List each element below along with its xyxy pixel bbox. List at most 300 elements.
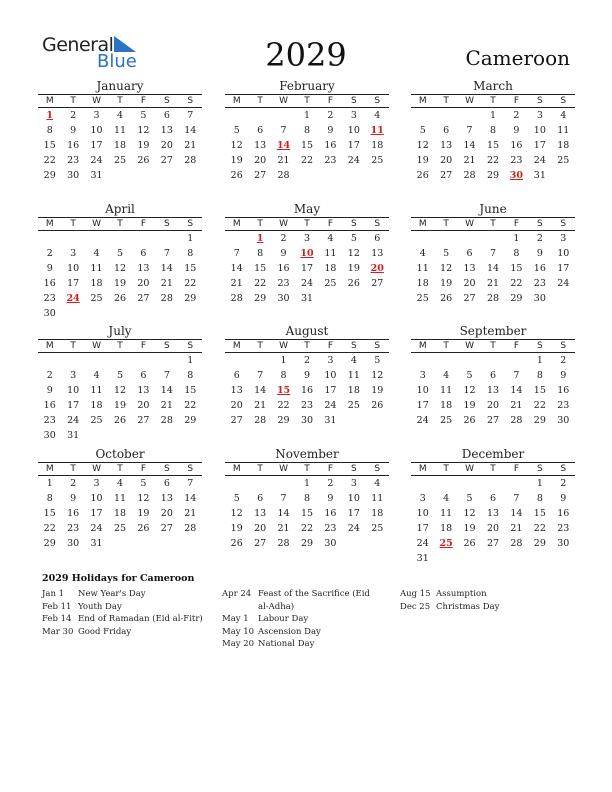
holiday-entry (222, 588, 382, 613)
weekday-header: T (481, 94, 504, 108)
day-cell: 5 (116, 248, 124, 259)
day-cell: 29 (254, 293, 267, 304)
month-january (38, 79, 202, 183)
day-cell: 26 (230, 170, 243, 181)
empty-day-cell (411, 108, 434, 123)
holiday-name: End of Ramadan (Eid al-Fitr) (78, 614, 203, 624)
holidays-title: 2029 Holidays for Cameroon (42, 573, 195, 584)
day-cell: 7 (187, 110, 194, 121)
empty-day-cell (248, 108, 271, 123)
day-cell: 14 (277, 508, 290, 519)
day-cell: 27 (160, 155, 173, 166)
day-cell: 10 (67, 263, 80, 274)
day-cell: 3 (303, 233, 311, 244)
day-cell: 1 (489, 110, 497, 121)
day-cell: 12 (137, 493, 150, 504)
day-cell: 8 (46, 493, 53, 504)
month-september (411, 324, 575, 428)
day-cell: 2 (513, 110, 520, 121)
day-cell: 5 (466, 370, 473, 381)
day-cell: 8 (280, 370, 287, 381)
weekday-header: W (272, 462, 295, 476)
day-cell: 1 (513, 233, 520, 244)
month-grid (411, 339, 575, 428)
holiday-name: Ascension Day (258, 626, 321, 637)
holiday-day-cell: 10 (300, 248, 314, 259)
day-cell: 4 (419, 248, 426, 259)
day-cell: 5 (233, 125, 240, 136)
weekday-header: W (272, 94, 295, 108)
weekday-header: F (132, 94, 155, 108)
day-cell: 3 (93, 110, 100, 121)
empty-day-cell (458, 108, 481, 123)
day-cell: 7 (280, 493, 287, 504)
day-cell: 30 (533, 293, 546, 304)
day-cell: 27 (463, 293, 476, 304)
empty-day-cell (108, 231, 131, 246)
month-october (38, 447, 202, 551)
empty-day-cell (411, 476, 434, 491)
day-cell: 3 (419, 370, 426, 381)
day-cell: 5 (233, 493, 240, 504)
month-december (411, 447, 575, 566)
day-cell: 1 (280, 355, 287, 366)
day-cell: 25 (347, 400, 360, 411)
holiday-entry (400, 588, 570, 601)
weekday-header: W (272, 217, 295, 231)
day-cell: 29 (184, 415, 197, 426)
day-cell: 12 (347, 248, 360, 259)
day-cell: 20 (230, 400, 243, 411)
day-cell: 6 (257, 493, 264, 504)
month-november (225, 447, 389, 551)
day-cell: 27 (160, 523, 173, 534)
day-cell: 24 (67, 415, 80, 426)
day-cell: 2 (327, 110, 334, 121)
empty-day-cell (248, 476, 271, 491)
day-cell: 21 (277, 523, 290, 534)
day-cell: 2 (70, 478, 77, 489)
day-cell: 15 (254, 263, 267, 274)
month-name: November (275, 447, 339, 461)
holiday-column (42, 588, 212, 638)
weekday-header: W (458, 94, 481, 108)
holiday-date: Feb 14 (42, 614, 72, 624)
day-cell: 18 (90, 278, 103, 289)
day-cell: 9 (70, 125, 77, 136)
day-cell: 15 (533, 508, 546, 519)
weekday-header: W (458, 217, 481, 231)
weekday-header: T (108, 339, 131, 353)
day-cell: 22 (533, 523, 546, 534)
day-cell: 9 (513, 125, 520, 136)
weekday-header: M (411, 462, 434, 476)
month-name: December (461, 447, 525, 461)
day-cell: 9 (536, 248, 543, 259)
day-cell: 12 (440, 263, 453, 274)
day-cell: 12 (416, 140, 429, 151)
day-cell: 20 (463, 278, 476, 289)
month-june (411, 202, 575, 306)
calendar-year: 2029 (265, 36, 347, 74)
day-cell: 13 (230, 385, 243, 396)
day-cell: 11 (557, 125, 570, 136)
day-cell: 3 (419, 493, 426, 504)
holiday-column (400, 588, 570, 613)
day-cell: 22 (277, 400, 290, 411)
day-cell: 25 (557, 155, 570, 166)
month-name: October (95, 447, 145, 461)
day-cell: 18 (557, 140, 570, 151)
weekday-header: W (85, 217, 108, 231)
weekday-header: M (225, 462, 248, 476)
holiday-name: Youth Day (78, 601, 122, 612)
day-cell: 3 (327, 355, 334, 366)
day-cell: 18 (371, 140, 384, 151)
day-cell: 18 (440, 523, 453, 534)
day-cell: 6 (140, 248, 147, 259)
day-cell: 19 (440, 278, 453, 289)
day-cell: 26 (137, 523, 150, 534)
weekday-header: T (248, 462, 271, 476)
holiday-column (222, 588, 382, 651)
month-name: March (473, 79, 513, 93)
day-cell: 15 (300, 140, 314, 151)
day-cell: 10 (557, 248, 570, 259)
weekday-header: W (458, 462, 481, 476)
day-cell: 11 (90, 385, 103, 396)
day-cell: 23 (67, 523, 80, 534)
month-grid (225, 217, 389, 306)
day-cell: 1 (536, 478, 543, 489)
day-cell: 17 (557, 263, 570, 274)
day-cell: 3 (560, 233, 567, 244)
weekday-header: F (505, 94, 528, 108)
weekday-header: T (295, 339, 318, 353)
day-cell: 16 (557, 385, 570, 396)
day-cell: 26 (440, 293, 453, 304)
month-april (38, 202, 202, 321)
day-cell: 18 (113, 140, 127, 151)
day-cell: 11 (347, 370, 360, 381)
day-cell: 26 (113, 293, 127, 304)
weekday-header: F (319, 94, 342, 108)
weekday-header: S (155, 94, 178, 108)
weekday-header: M (411, 339, 434, 353)
day-cell: 31 (416, 553, 429, 564)
weekday-header: S (528, 217, 551, 231)
day-cell: 7 (280, 125, 287, 136)
weekday-header: M (411, 217, 434, 231)
day-cell: 17 (67, 400, 80, 411)
day-cell: 13 (254, 508, 267, 519)
day-cell: 28 (486, 293, 500, 304)
day-cell: 19 (113, 400, 127, 411)
day-cell: 16 (533, 263, 546, 274)
day-cell: 8 (46, 125, 53, 136)
day-cell: 28 (230, 293, 243, 304)
day-cell: 9 (327, 493, 334, 504)
day-cell: 29 (533, 538, 546, 549)
day-cell: 24 (347, 155, 360, 166)
month-grid (38, 217, 202, 321)
day-cell: 17 (67, 278, 80, 289)
day-cell: 11 (324, 248, 337, 259)
day-cell: 12 (371, 370, 384, 381)
day-cell: 2 (46, 248, 53, 259)
empty-day-cell (434, 108, 457, 123)
day-cell: 15 (184, 385, 197, 396)
logo-general-text: General (42, 34, 114, 56)
day-cell: 13 (486, 508, 500, 519)
day-cell: 16 (67, 508, 80, 519)
day-cell: 4 (93, 370, 100, 381)
weekday-header: S (342, 339, 365, 353)
day-cell: 30 (67, 170, 80, 181)
weekday-header: T (108, 94, 131, 108)
holiday-day-cell: 1 (256, 233, 264, 244)
day-cell: 7 (489, 248, 497, 259)
holiday-date: Mar 30 (42, 626, 74, 637)
day-cell: 28 (160, 293, 173, 304)
weekday-header: M (225, 217, 248, 231)
day-cell: 23 (67, 155, 80, 166)
day-cell: 2 (303, 355, 311, 366)
day-cell: 17 (533, 140, 546, 151)
month-grid (411, 462, 575, 566)
day-cell: 28 (184, 155, 197, 166)
empty-day-cell (61, 353, 84, 368)
holiday-entry (42, 613, 212, 626)
day-cell: 16 (277, 263, 290, 274)
day-cell: 3 (70, 248, 77, 259)
month-grid (38, 94, 202, 183)
weekday-header: S (552, 339, 575, 353)
day-cell: 3 (536, 110, 543, 121)
holiday-day-cell: 30 (509, 170, 524, 181)
day-cell: 26 (230, 538, 243, 549)
day-cell: 27 (137, 415, 150, 426)
weekday-header: T (108, 462, 131, 476)
day-cell: 2 (327, 478, 334, 489)
day-cell: 7 (233, 248, 240, 259)
day-cell: 29 (510, 293, 523, 304)
empty-day-cell (225, 108, 248, 123)
day-cell: 19 (463, 523, 476, 534)
day-cell: 11 (440, 385, 453, 396)
empty-day-cell (481, 476, 504, 491)
day-cell: 8 (257, 248, 264, 259)
day-cell: 1 (46, 478, 53, 489)
weekday-header: W (458, 339, 481, 353)
empty-day-cell (458, 231, 481, 246)
day-cell: 30 (557, 415, 570, 426)
day-cell: 13 (440, 140, 453, 151)
weekday-header: M (38, 94, 61, 108)
day-cell: 24 (300, 278, 314, 289)
day-cell: 2 (46, 370, 53, 381)
day-cell: 26 (416, 170, 429, 181)
month-august (225, 324, 389, 428)
holiday-date: Aug 15 (400, 589, 431, 599)
empty-day-cell (132, 353, 155, 368)
day-cell: 3 (350, 110, 357, 121)
day-cell: 5 (419, 125, 426, 136)
day-cell: 21 (510, 400, 523, 411)
day-cell: 28 (510, 538, 523, 549)
holiday-entry (42, 588, 212, 601)
empty-day-cell (225, 231, 248, 246)
empty-day-cell (155, 353, 178, 368)
day-cell: 17 (416, 523, 429, 534)
day-cell: 26 (463, 538, 476, 549)
day-cell: 20 (486, 400, 500, 411)
day-cell: 14 (254, 385, 267, 396)
day-cell: 21 (184, 140, 197, 151)
day-cell: 11 (90, 263, 103, 274)
empty-day-cell (272, 476, 295, 491)
day-cell: 15 (486, 140, 500, 151)
empty-day-cell (481, 231, 504, 246)
day-cell: 31 (67, 430, 80, 441)
empty-day-cell (61, 231, 84, 246)
day-cell: 23 (324, 155, 337, 166)
holiday-name: Christmas Day (436, 601, 500, 612)
day-cell: 31 (90, 538, 103, 549)
month-july (38, 324, 202, 443)
day-cell: 18 (90, 400, 103, 411)
weekday-header: F (132, 339, 155, 353)
weekday-header: M (411, 94, 434, 108)
weekday-header: S (552, 94, 575, 108)
day-cell: 23 (324, 523, 337, 534)
day-cell: 1 (187, 233, 194, 244)
empty-day-cell (38, 231, 61, 246)
day-cell: 22 (254, 278, 267, 289)
empty-day-cell (481, 353, 504, 368)
day-cell: 28 (254, 415, 267, 426)
day-cell: 15 (533, 385, 546, 396)
day-cell: 1 (536, 355, 543, 366)
day-cell: 4 (374, 478, 381, 489)
day-cell: 6 (257, 125, 264, 136)
weekday-header: W (85, 339, 108, 353)
day-cell: 23 (277, 278, 290, 289)
day-cell: 14 (510, 385, 523, 396)
weekday-header: T (61, 462, 84, 476)
day-cell: 6 (233, 370, 240, 381)
day-cell: 27 (371, 278, 384, 289)
day-cell: 28 (463, 170, 476, 181)
day-cell: 19 (113, 278, 127, 289)
empty-day-cell (411, 353, 434, 368)
weekday-header: S (366, 462, 389, 476)
weekday-header: F (505, 462, 528, 476)
weekday-header: S (155, 339, 178, 353)
weekday-header: S (179, 339, 202, 353)
day-cell: 5 (350, 233, 357, 244)
weekday-header: W (272, 339, 295, 353)
day-cell: 13 (463, 263, 476, 274)
day-cell: 29 (486, 170, 500, 181)
weekday-header: S (342, 462, 365, 476)
month-grid (225, 462, 389, 551)
day-cell: 14 (160, 385, 173, 396)
day-cell: 5 (140, 110, 147, 121)
month-name: February (279, 79, 335, 93)
weekday-header: T (295, 217, 318, 231)
day-cell: 28 (160, 415, 173, 426)
weekday-header: W (85, 94, 108, 108)
empty-day-cell (155, 231, 178, 246)
empty-day-cell (434, 231, 457, 246)
day-cell: 7 (163, 370, 170, 381)
holiday-day-cell: 15 (276, 385, 291, 396)
day-cell: 8 (536, 493, 543, 504)
day-cell: 8 (489, 125, 497, 136)
empty-day-cell (132, 231, 155, 246)
day-cell: 4 (93, 248, 100, 259)
weekday-header: S (155, 462, 178, 476)
day-cell: 13 (254, 140, 267, 151)
day-cell: 25 (90, 415, 103, 426)
day-cell: 11 (113, 493, 127, 504)
month-name: April (105, 202, 135, 216)
day-cell: 10 (347, 125, 360, 136)
day-cell: 25 (371, 155, 384, 166)
day-cell: 29 (300, 538, 314, 549)
day-cell: 7 (513, 370, 520, 381)
day-cell: 25 (324, 278, 337, 289)
month-name: June (479, 202, 507, 216)
month-name: July (108, 324, 132, 338)
day-cell: 25 (113, 523, 127, 534)
day-cell: 30 (277, 293, 290, 304)
day-cell: 19 (137, 508, 150, 519)
empty-day-cell (434, 353, 457, 368)
day-cell: 12 (113, 263, 127, 274)
weekday-header: W (85, 462, 108, 476)
day-cell: 14 (184, 493, 197, 504)
weekday-header: S (342, 94, 365, 108)
day-cell: 10 (347, 493, 360, 504)
day-cell: 21 (463, 155, 476, 166)
weekday-header: T (295, 462, 318, 476)
day-cell: 22 (510, 278, 523, 289)
day-cell: 16 (43, 278, 56, 289)
day-cell: 22 (486, 155, 500, 166)
day-cell: 12 (463, 385, 476, 396)
holiday-entry (400, 601, 570, 614)
day-cell: 28 (277, 538, 290, 549)
weekday-header: M (38, 339, 61, 353)
day-cell: 30 (67, 538, 80, 549)
day-cell: 31 (300, 293, 314, 304)
month-name: August (285, 324, 329, 338)
weekday-header: T (248, 217, 271, 231)
day-cell: 2 (560, 478, 567, 489)
day-cell: 26 (463, 415, 476, 426)
weekday-header: S (552, 462, 575, 476)
day-cell: 25 (113, 155, 127, 166)
weekday-header: S (528, 462, 551, 476)
day-cell: 24 (324, 400, 337, 411)
day-cell: 1 (303, 110, 311, 121)
month-grid (411, 217, 575, 306)
day-cell: 5 (466, 493, 473, 504)
day-cell: 18 (371, 508, 384, 519)
weekday-header: T (108, 217, 131, 231)
